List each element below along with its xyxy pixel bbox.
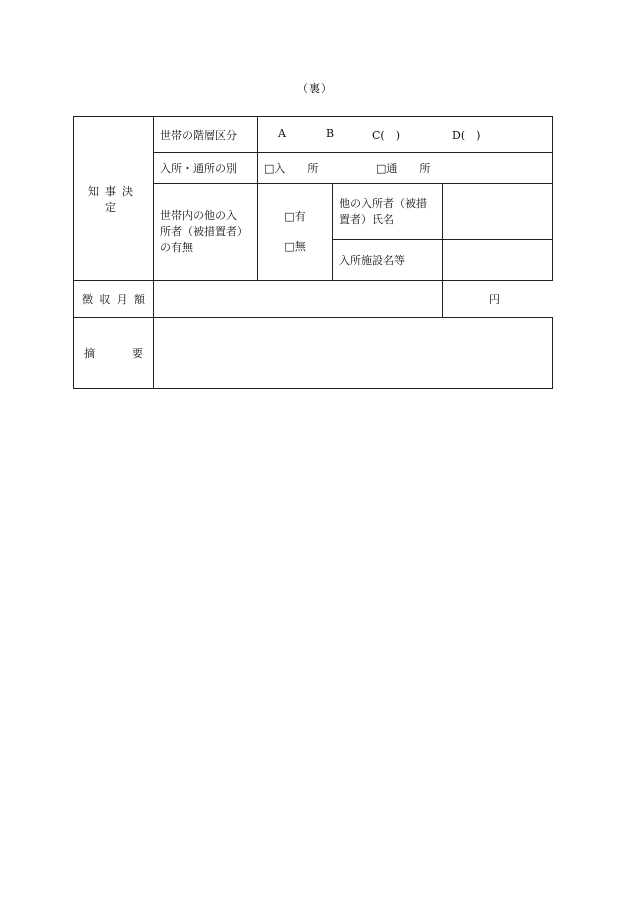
yes-checkbox[interactable]: □有 — [284, 210, 306, 223]
grade-c-option[interactable]: C( ) — [372, 128, 400, 142]
other-resident-name-label: 他の入所者（被措 置者）氏名 — [333, 184, 443, 240]
decision-form-table — [73, 116, 553, 389]
monthly-fee-field[interactable] — [154, 281, 500, 318]
other-resident-name-field[interactable] — [443, 184, 553, 240]
admission-type-label: 入所・通所の別 — [154, 153, 258, 184]
summary-field[interactable] — [154, 318, 553, 389]
summary-label: 摘 要 — [74, 318, 154, 389]
admission-type-options — [258, 153, 553, 184]
grade-d-option[interactable]: D( ) — [452, 128, 481, 142]
no-checkbox[interactable]: □無 — [284, 240, 306, 253]
facility-name-label: 入所施設名等 — [333, 240, 443, 281]
other-residents-label: 世帯内の他の入 所者（被措置者） の有無 — [154, 184, 258, 281]
monthly-fee-label: 徴 収 月 額 — [74, 281, 154, 318]
admission-checkbox[interactable]: □入 所 — [264, 162, 319, 175]
governor-decision-label: 知事決定 — [74, 117, 154, 281]
facility-name-field[interactable] — [443, 240, 553, 281]
yen-unit: 円 — [489, 293, 500, 306]
commuting-checkbox[interactable]: □通 所 — [376, 162, 431, 175]
household-class-row — [74, 117, 553, 153]
page-title: （裏） — [297, 82, 333, 95]
other-residents-checks — [258, 184, 333, 281]
household-class-options — [258, 117, 553, 153]
household-class-label: 世帯の階層区分 — [154, 117, 258, 153]
grade-a-option[interactable]: A — [278, 126, 286, 140]
monthly-fee-row — [74, 281, 553, 318]
grade-b-option[interactable]: B — [326, 126, 335, 140]
summary-row — [74, 318, 553, 389]
